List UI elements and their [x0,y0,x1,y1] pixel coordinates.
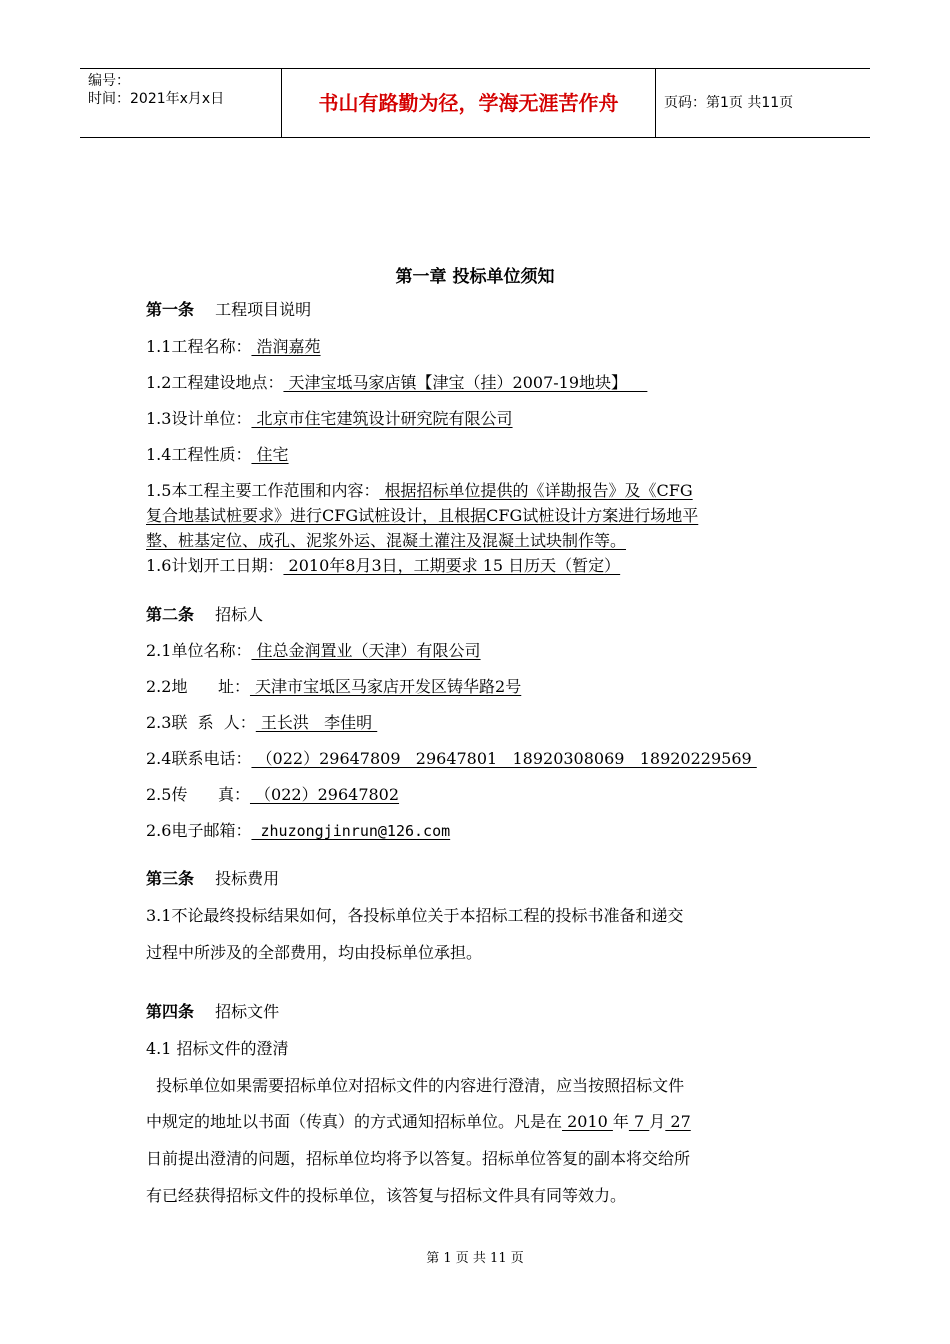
header-divider-right [655,69,656,137]
paragraph-3-1-line-2: 过程中所涉及的全部费用，均由投标单位承担。 [146,943,483,962]
item-2-6 [146,818,450,841]
item-value: 天津宝坻马家店镇【津宝（挂）2007-19地块】 [283,373,648,392]
item-label: 1.3设计单位： [146,409,252,428]
item-label: 2.5传 真： [146,785,250,804]
paragraph-4-1-line-1: 投标单位如果需要招标单位对招标文件的内容进行澄清，应当按照招标文件 [146,1076,685,1095]
text: 中规定的地址以书面（传真）的方式通知招标单位。凡是在 [146,1112,563,1131]
item-1-2 [146,370,647,393]
item-label: 2.2地 址： [146,677,250,696]
item-1-3 [146,406,513,429]
paragraph-4-1-line-3: 日前提出澄清的问题，招标单位均将予以答复。招标单位答复的副本将交给所 [146,1149,691,1168]
item-2-3 [146,710,377,733]
item-label: 1.5本工程主要工作范围和内容： [146,481,380,500]
item-value-email: zhuzongjinrun@126.com [251,822,451,840]
item-1-6 [146,553,620,576]
item-label: 2.3联 系 人： [146,713,256,732]
date-month: 7 [628,1112,650,1131]
section-1-heading [146,297,311,320]
item-value: （022）29647809 29647801 18920308069 18920229569 [251,749,757,768]
item-value: 2010年8月3日，工期要求 15 日历天（暂定） [283,556,621,575]
item-label: 1.1工程名称： [146,337,252,356]
item-1-5-cont-2: 整、桩基定位、成孔、泥浆外运、混凝土灌注及混凝土试块制作等。 [146,531,627,550]
section-4-heading [146,999,279,1022]
item-1-5 [146,478,693,501]
section-4-title: 招标文件 [215,1002,280,1021]
section-4-number: 第四条 [146,1002,195,1021]
document-header [80,68,870,138]
section-2-number: 第二条 [146,605,195,624]
header-left-cell [88,72,224,108]
subsection-4-1: 4.1 招标文件的澄清 [146,1039,289,1058]
item-label: 2.1单位名称： [146,641,252,660]
item-value: 天津市宝坻区马家店开发区铸华路2号 [249,677,522,696]
item-label: 2.4联系电话： [146,749,252,768]
item-1-4 [146,442,289,465]
section-3-heading [146,866,279,889]
item-label: 1.4工程性质： [146,445,252,464]
item-value: 北京市住宅建筑设计研究院有限公司 [251,409,513,428]
document-number-label: 编号： [88,73,130,89]
date-year: 2010 [562,1112,613,1131]
item-value: 住总金润置业（天津）有限公司 [251,641,481,660]
item-2-5 [146,782,399,805]
section-2-heading [146,602,263,625]
item-2-2 [146,674,521,697]
item-1-1 [146,334,321,357]
date-day: 27 [665,1112,691,1131]
item-value: （022）29647802 [249,785,400,804]
section-2-title: 招标人 [215,605,264,624]
item-1-5-cont-1: 复合地基试桩要求》进行CFG试桩设计，且根据CFG试桩设计方案进行场地平 [146,506,699,525]
text-month-unit: 月 [649,1112,666,1131]
section-1-title: 工程项目说明 [215,300,312,319]
section-3-title: 投标费用 [215,869,280,888]
document-time: 时间：2021年x月x日 [88,91,225,107]
text-year-unit: 年 [612,1112,629,1131]
chapter-title: 第一章 投标单位须知 [395,267,555,287]
item-label: 1.6计划开工日期： [146,556,284,575]
item-value: 浩润嘉苑 [251,337,321,356]
section-3-number: 第三条 [146,869,195,888]
item-2-4 [146,746,757,769]
page-footer: 第 1 页 共 11 页 [426,1251,524,1266]
item-value: 王长洪 李佳明 [255,713,378,732]
paragraph-3-1-line-1: 3.1不论最终投标结果如何，各投标单位关于本招标工程的投标书准备和递交 [146,906,684,925]
paragraph-4-1-line-4: 有已经获得招标文件的投标单位，该答复与招标文件具有同等效力。 [146,1186,627,1205]
paragraph-4-1-line-2 [146,1109,691,1132]
item-value: 根据招标单位提供的《详勘报告》及《CFG [379,481,693,500]
header-page-info: 页码：第1页 共11页 [664,95,794,111]
section-1-number: 第一条 [146,300,195,319]
header-motto: 书山有路勤为径，学海无涯苦作舟 [318,91,619,115]
item-2-1 [146,638,481,661]
item-label: 1.2工程建设地点： [146,373,284,392]
item-label: 2.6电子邮箱： [146,821,252,840]
item-value: 住宅 [251,445,289,464]
